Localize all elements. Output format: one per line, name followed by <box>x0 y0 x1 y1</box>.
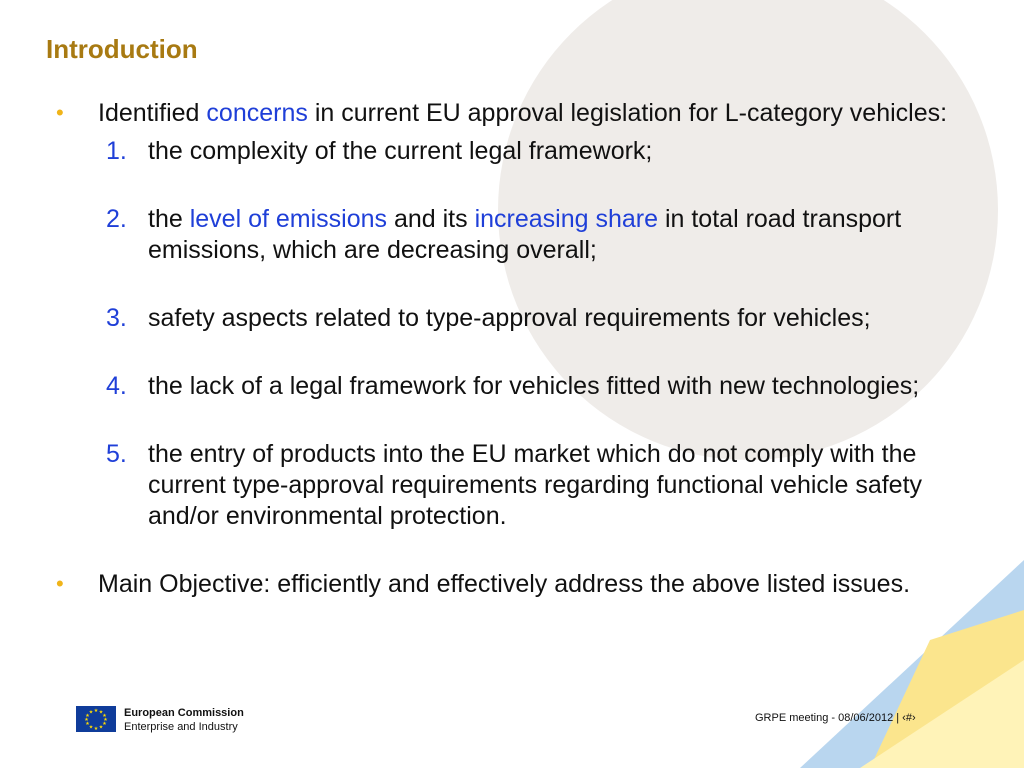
bullet-text: Main Objective: efficiently and effectively address the above listed issues. <box>98 570 911 598</box>
footer-organization <box>124 706 244 734</box>
svg-text:★: ★ <box>98 709 104 716</box>
eu-flag-icon <box>76 706 116 732</box>
bullet-icon: • <box>56 571 64 596</box>
highlight-level-of-emissions: level of emissions <box>189 205 388 233</box>
list-item-2 <box>56 204 986 266</box>
list-item-1 <box>56 136 986 167</box>
bullet-text-end: in current EU approval legislation for L-category vehicles: <box>307 99 948 127</box>
list-item-4 <box>56 371 986 402</box>
bullet-concerns <box>56 98 986 129</box>
item-number: 5. <box>106 440 127 468</box>
svg-text:★: ★ <box>85 721 90 727</box>
svg-text:★: ★ <box>102 721 107 727</box>
item-number: 3. <box>106 304 127 332</box>
item-text-3: in total road transport emissions, which are decreasing overall; <box>148 205 902 264</box>
slide-title: Introduction <box>46 34 198 64</box>
list-item-3 <box>56 303 986 334</box>
svg-text:★: ★ <box>103 717 108 723</box>
highlight-concerns: concerns <box>206 99 308 127</box>
svg-text:★: ★ <box>88 709 94 716</box>
item-text: safety aspects related to type-approval requirements for vehicles; <box>148 304 871 332</box>
footer-meeting-info: GRPE meeting - 08/06/2012 | ‹#› <box>755 712 916 724</box>
bullet-text-start: Identified <box>98 99 207 127</box>
svg-text:★: ★ <box>84 717 89 723</box>
list-item-5 <box>56 439 986 532</box>
item-text: the complexity of the current legal framework; <box>148 137 653 165</box>
org-department: Enterprise and Industry <box>124 721 238 733</box>
bullet-icon: • <box>56 100 64 125</box>
slide-content <box>56 98 986 600</box>
org-name: European Commission <box>124 707 244 719</box>
svg-text:★: ★ <box>85 713 90 719</box>
highlight-increasing-share: increasing share <box>474 205 659 233</box>
item-number: 2. <box>106 205 127 233</box>
item-number: 1. <box>106 137 127 165</box>
bullet-main-objective <box>56 569 986 600</box>
item-text-1: the <box>148 205 190 233</box>
svg-text:★: ★ <box>102 713 107 719</box>
item-text-2: and its <box>387 205 475 233</box>
svg-text:★: ★ <box>93 726 99 732</box>
svg-text:★: ★ <box>98 724 104 731</box>
item-text: the lack of a legal framework for vehicles fitted with new technologies; <box>148 372 920 400</box>
item-text: the entry of products into the EU market which do not comply with the current type-approval requirements regarding functional vehicle safety and/or environmental protection. <box>148 440 923 530</box>
svg-text:★: ★ <box>93 708 99 714</box>
svg-text:★: ★ <box>88 724 94 731</box>
item-number: 4. <box>106 372 127 400</box>
